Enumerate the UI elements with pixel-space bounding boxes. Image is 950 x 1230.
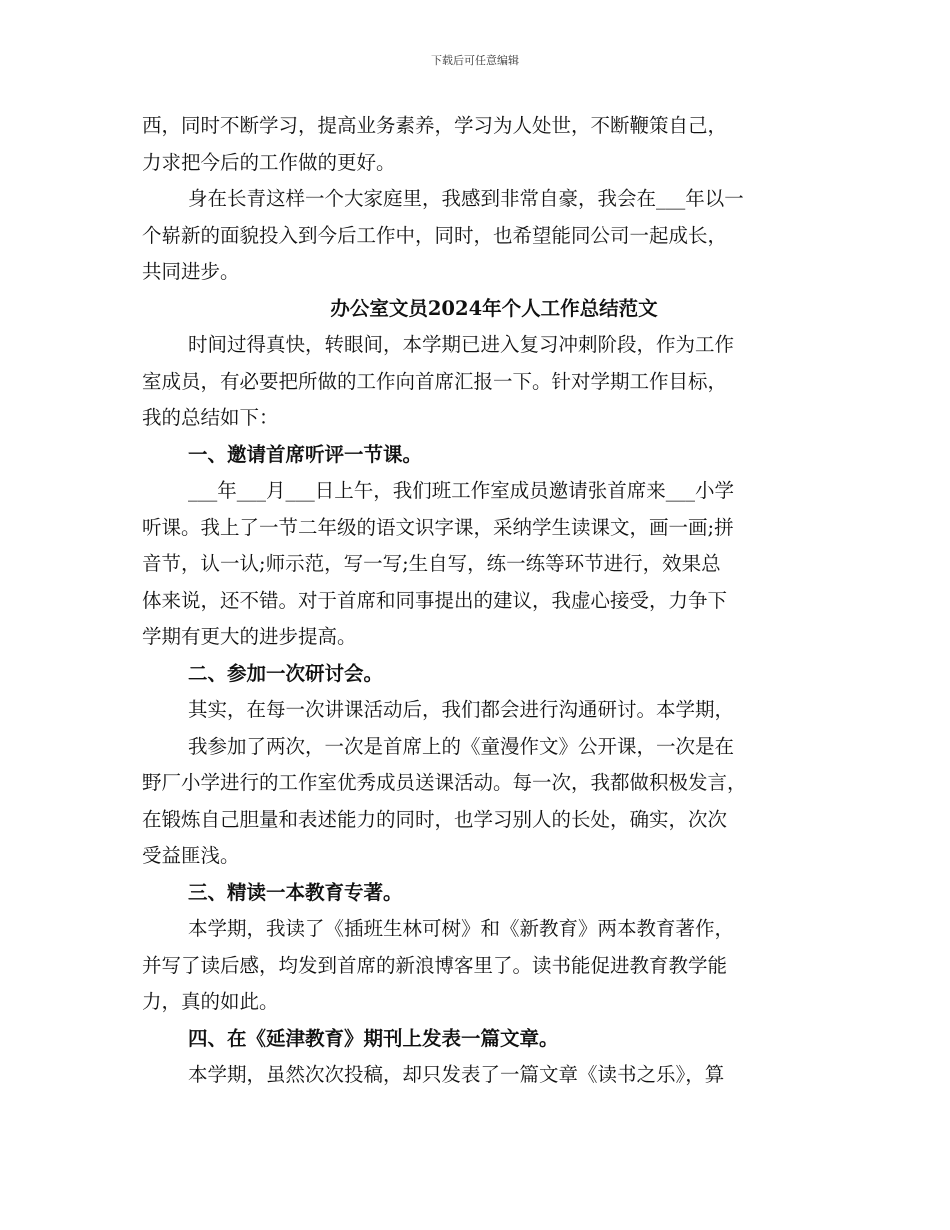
paragraph-line: 在锻炼自己胆量和表述能力的同时，也学习别人的长处，确实，次次 (142, 807, 728, 831)
paragraph-line: 并写了读后感，均发到首席的新浪博客里了。读书能促进教育教学能 (142, 953, 728, 977)
paragraph-line: 我的总结如下： (142, 406, 279, 429)
section-heading-2: 二、参加一次研讨会。 (188, 661, 384, 685)
paragraph-line: 力求把今后的工作做的更好。 (142, 150, 396, 174)
paragraph-line: 时间过得真快，转眼间，本学期已进入复习冲刺阶段，作为工作 (188, 333, 735, 356)
paragraph-line: ___年___月___日上午，我们班工作室成员邀请张首席来___小学 (188, 479, 735, 502)
paragraph-line: 身在长青这样一个大家庭里，我感到非常自豪，我会在___年以一 (188, 187, 744, 210)
page-header: 下载后可任意编辑 (431, 54, 519, 67)
paragraph-line: 体来说，还不错。对于首席和同事提出的建议，我虚心接受，力争下 (142, 588, 728, 612)
section-heading-3: 三、精读一本教育专著。 (188, 880, 403, 904)
paragraph-line: 个崭新的面貌投入到今后工作中，同时，也希望能同公司一起成长， (142, 223, 728, 247)
paragraph-line: 受益匪浅。 (142, 844, 240, 867)
paragraph-line: 听课。我上了一节二年级的语文识字课，采纳学生读课文，画一画;拼 (142, 515, 734, 539)
paragraph-line: 西，同时不断学习，提高业务素养，学习为人处世，不断鞭策自己， (142, 114, 728, 137)
paragraph-line: 共同进步。 (142, 260, 240, 283)
paragraph-line: 室成员，有必要把所做的工作向首席汇报一下。针对学期工作目标， (142, 369, 728, 393)
document-body (142, 108, 810, 1094)
paragraph-line: 其实，在每一次讲课活动后，我们都会进行沟通研讨。本学期， (188, 698, 735, 721)
paragraph-line: 本学期，我读了《插班生林可树》和《新教育》两本教育著作， (188, 917, 735, 940)
paragraph-line: 本学期，虽然次次投稿，却只发表了一篇文章《读书之乐》，算 (188, 1063, 725, 1086)
section-heading-1: 一、邀请首席听评一节课。 (188, 442, 423, 466)
paragraph-line: 野厂小学进行的工作室优秀成员送课活动。每一次，我都做积极发言， (142, 771, 747, 794)
paragraph-line: 我参加了两次，一次是首席上的《童漫作文》公开课，一次是在 (188, 734, 735, 758)
section-heading-4: 四、在《延津教育》期刊上发表一篇文章。 (188, 1026, 559, 1050)
paragraph-line: 音节，认一认;师示范，写一写;生自写，练一练等环节进行，效果总 (142, 552, 721, 575)
document-title: 办公室文员2024年个人工作总结范文 (330, 296, 658, 320)
paragraph-line: 学期有更大的进步提高。 (142, 625, 357, 648)
paragraph-line: 力，真的如此。 (142, 990, 279, 1013)
